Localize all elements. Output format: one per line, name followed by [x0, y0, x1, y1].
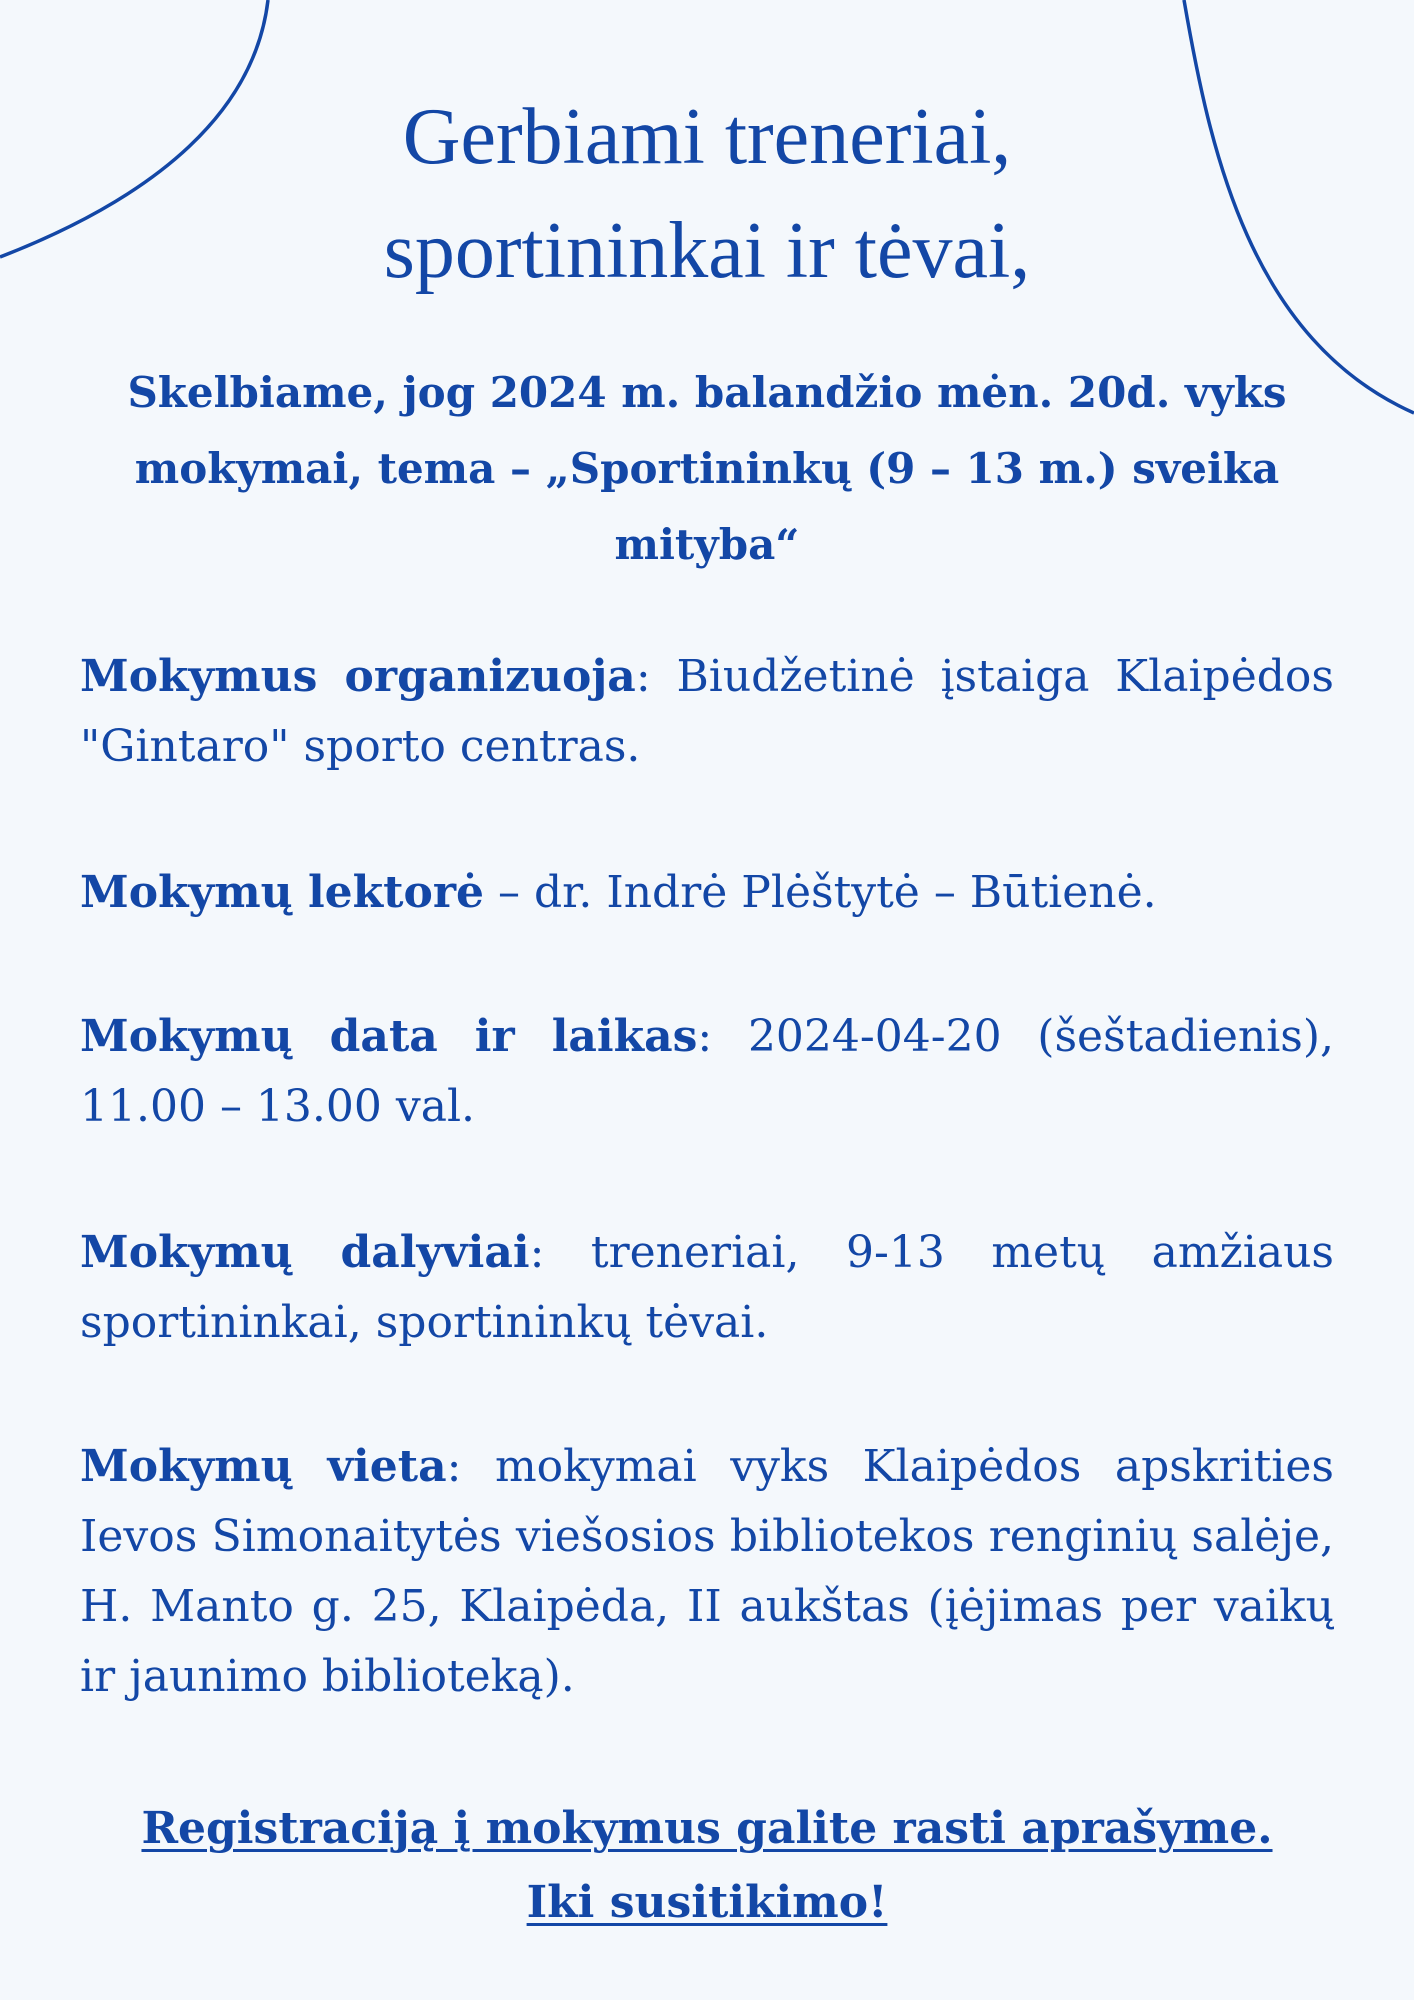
- venue-value: mokymai vyks Klaipėdos apskrities Ievos Simonaitytės viešosios bibliotekos renginių salėje, H. Manto g. 25, Klaipėda, II aukštas (įėjimas per vaikų ir jaunimo biblioteką).: [80, 1441, 1335, 1702]
- footer: [60, 1792, 1354, 1940]
- organizer-separator: :: [635, 651, 677, 702]
- organizer-value: Biudžetinė įstaiga Klaipėdos "Gintaro" sporto centras.: [80, 651, 1334, 772]
- venue-paragraph: [80, 1432, 1334, 1712]
- lecturer-label: Mokymų lektorė: [80, 867, 485, 918]
- title-line-2: sportininkai ir tėvai,: [383, 207, 1031, 295]
- date-time-value: 2024-04-20 (šeštadienis), 11.00 – 13.00 val.: [80, 1011, 1335, 1132]
- lecturer-paragraph: [80, 858, 1334, 928]
- participants-label: Mokymų dalyviai: [80, 1227, 530, 1278]
- title-line-1: Gerbiami treneriai,: [402, 93, 1012, 181]
- date-time-separator: :: [697, 1011, 748, 1062]
- date-time-paragraph: [80, 1002, 1334, 1142]
- page-title: [0, 80, 1414, 308]
- organizer-label: Mokymus organizuoja: [80, 651, 636, 702]
- venue-label: Mokymų vieta: [80, 1441, 447, 1492]
- lecturer-separator: –: [484, 867, 534, 918]
- date-time-label: Mokymų data ir laikas: [80, 1011, 698, 1062]
- closing-text[interactable]: Iki susitikimo!: [526, 1877, 888, 1928]
- lecturer-value: dr. Indrė Plėštytė – Būtienė.: [534, 867, 1157, 918]
- participants-paragraph: [80, 1218, 1334, 1358]
- venue-separator: :: [446, 1441, 495, 1492]
- registration-link[interactable]: Registraciją į mokymus galite rasti aprašyme.: [141, 1803, 1273, 1854]
- participants-separator: :: [529, 1227, 591, 1278]
- announcement-text: Skelbiame, jog 2024 m. balandžio mėn. 20d. vyks mokymai, tema – „Sportininkų (9 – 13 m.) sveika mityba“: [127, 368, 1287, 569]
- participants-value: treneriai, 9-13 metų amžiaus sportininkai, sportininkų tėvai.: [80, 1227, 1334, 1348]
- organizer-paragraph: [80, 642, 1334, 782]
